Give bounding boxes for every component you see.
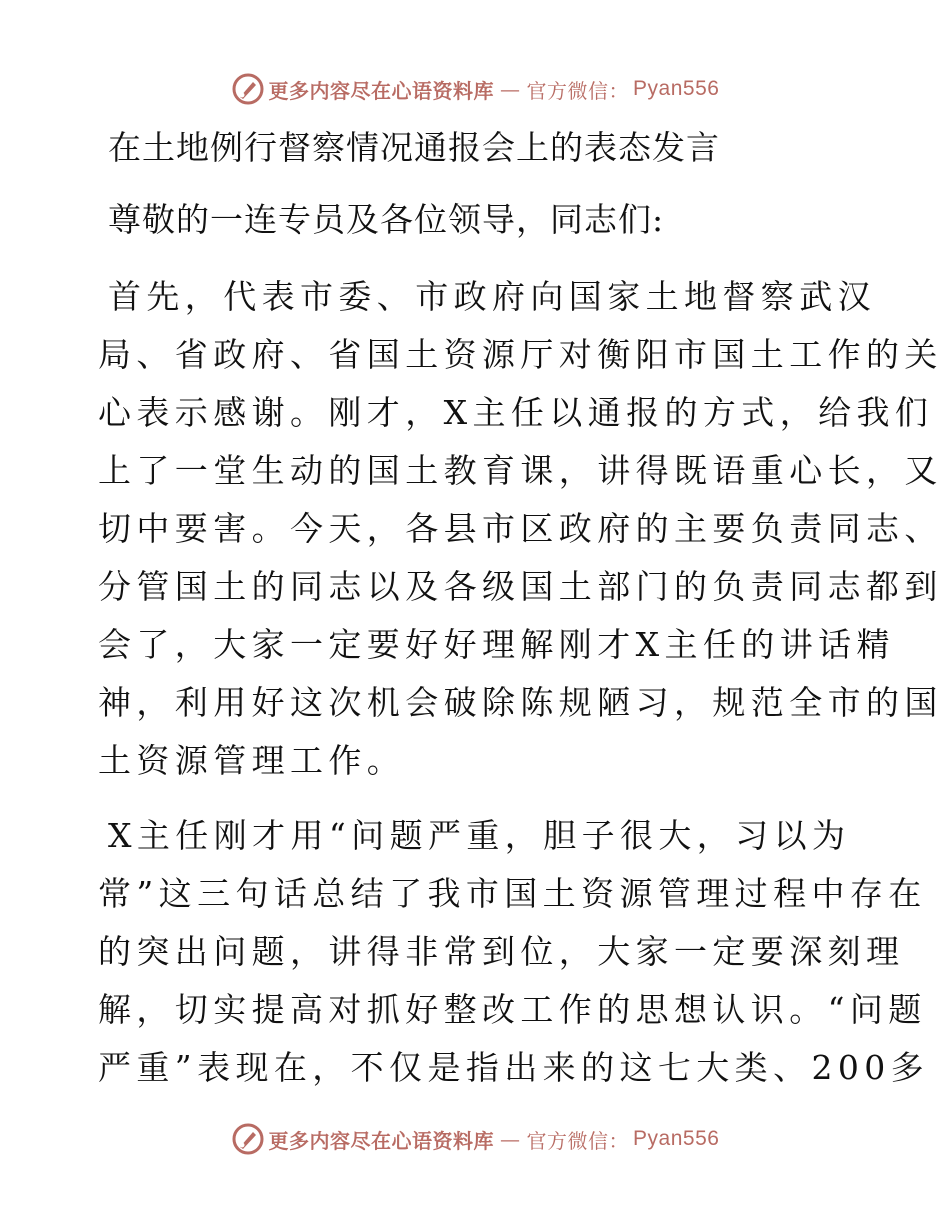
paragraph-line: X主任刚才用“问题严重，胆子很大，习以为 — [108, 816, 851, 855]
document-title: 在土地例行督察情况通报会上的表态发言 — [108, 128, 720, 167]
paragraph-2 — [98, 807, 930, 1097]
watermark-wechat-label: 官方微信： — [526, 1128, 630, 1153]
paragraph-line: 分管国土的同志以及各级国土部门的负责同志都到 — [98, 567, 943, 606]
paragraph-line: 心表示感谢。刚才，X主任以通报的方式，给我们 — [98, 393, 934, 432]
header-watermark — [0, 72, 950, 106]
watermark-wechat-id: Pyan556 — [633, 77, 720, 100]
paragraph-line: 会了，大家一定要好好理解刚才X主任的讲话精 — [98, 625, 895, 664]
paragraph-line: 的突出问题，讲得非常到位，大家一定要深刻理 — [98, 932, 905, 971]
watermark-brand: 更多内容尽在心语资料库 — [268, 1128, 495, 1153]
paragraph-line: 切中要害。今天，各县市区政府的主要负责同志、 — [98, 509, 943, 548]
paragraph-1 — [98, 268, 943, 790]
footer-watermark — [0, 1122, 950, 1156]
watermark-dash: — — [500, 77, 521, 101]
paragraph-line: 常”这三句话总结了我市国土资源管理过程中存在 — [98, 874, 927, 913]
quill-logo-icon — [231, 72, 265, 106]
paragraph-line: 解，切实提高对抓好整改工作的思想认识。“问题 — [98, 990, 927, 1029]
paragraph-line: 首先，代表市委、市政府向国家土地督察武汉 — [108, 277, 876, 316]
paragraph-line: 上了一堂生动的国土教育课，讲得既语重心长，又 — [98, 451, 943, 490]
watermark-wechat-id: Pyan556 — [633, 1127, 720, 1150]
paragraph-line: 严重”表现在，不仅是指出来的这七大类、200多 — [98, 1048, 930, 1087]
watermark-wechat-label: 官方微信： — [526, 78, 630, 103]
watermark-brand: 更多内容尽在心语资料库 — [268, 78, 495, 103]
watermark-dash: — — [500, 1127, 521, 1151]
quill-logo-icon — [231, 1122, 265, 1156]
paragraph-line: 神，利用好这次机会破除陈规陋习，规范全市的国 — [98, 683, 943, 722]
salutation: 尊敬的一连专员及各位领导，同志们: — [108, 200, 665, 239]
paragraph-line: 土资源管理工作。 — [98, 741, 406, 780]
paragraph-line: 局、省政府、省国土资源厅对衡阳市国土工作的关 — [98, 335, 943, 374]
